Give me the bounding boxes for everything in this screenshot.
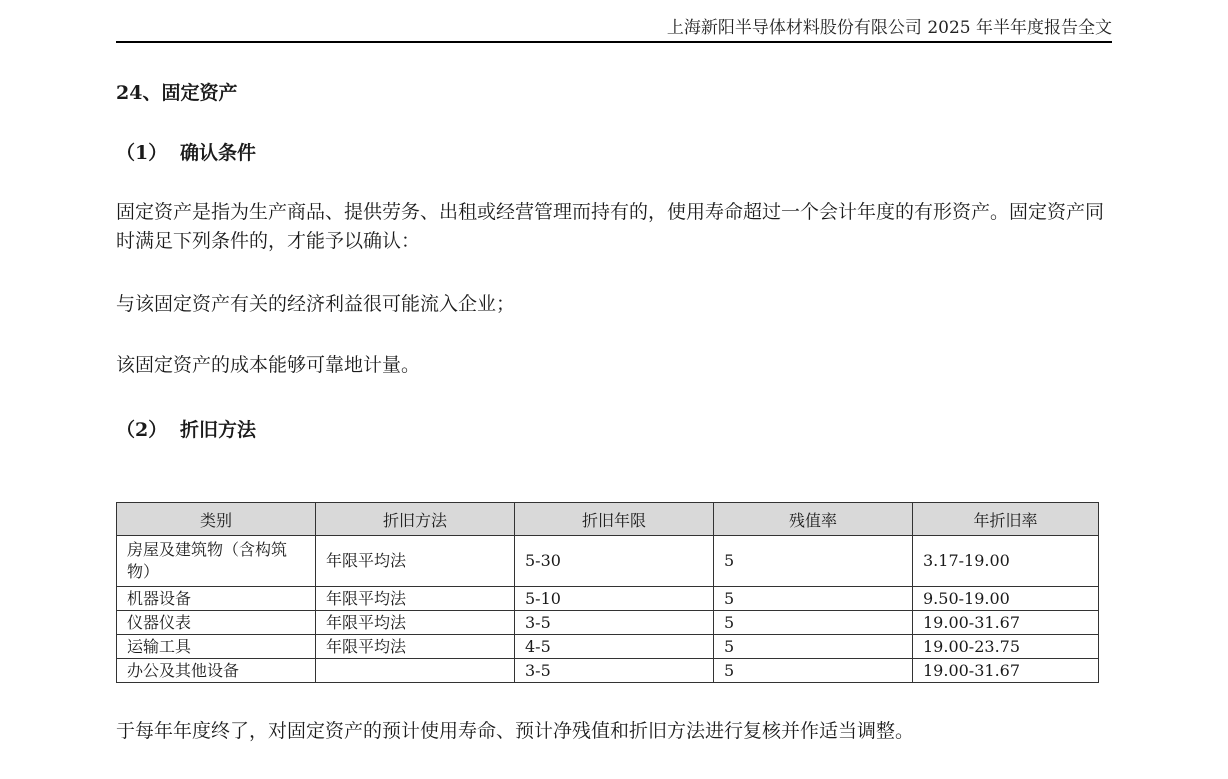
table-header-row <box>117 503 1099 536</box>
depreciation-heading <box>116 417 256 443</box>
method-cell: 年限平均法 <box>316 587 515 611</box>
page-header: 上海新阳半导体材料股份有限公司 2025 年半年度报告全文 <box>666 18 1112 38</box>
column-header: 折旧年限 <box>515 503 714 536</box>
annual-rate-cell: 3.17-19.00 <box>913 536 1099 587</box>
residual-rate-cell: 5 <box>714 536 913 587</box>
years-cell: 5-10 <box>515 587 714 611</box>
table-row <box>117 536 1099 587</box>
annual-rate-cell: 19.00-23.75 <box>913 635 1099 659</box>
table-row <box>117 611 1099 635</box>
recognition-paragraph-1: 固定资产是指为生产商品、提供劳务、出租或经营管理而持有的，使用寿命超过一个会计年度的有形资产。固定资产同时满足下列条件的，才能予以确认： <box>116 201 1105 252</box>
method-cell <box>316 659 515 683</box>
residual-rate-cell: 5 <box>714 587 913 611</box>
years-cell: 3-5 <box>515 611 714 635</box>
recognition-heading-text: 确认条件 <box>180 142 257 164</box>
column-header: 折旧方法 <box>316 503 515 536</box>
years-cell: 5-30 <box>515 536 714 587</box>
table-row <box>117 587 1099 611</box>
method-cell: 年限平均法 <box>316 635 515 659</box>
method-cell: 年限平均法 <box>316 536 515 587</box>
header-divider <box>116 41 1112 43</box>
annual-rate-cell: 19.00-31.67 <box>913 659 1099 683</box>
column-header: 年折旧率 <box>913 503 1099 536</box>
recognition-heading <box>116 140 256 166</box>
method-cell: 年限平均法 <box>316 611 515 635</box>
depreciation-number: （2） <box>116 419 168 441</box>
review-paragraph: 于每年年度终了，对固定资产的预计使用寿命、预计净残值和折旧方法进行复核并作适当调整。 <box>116 720 915 742</box>
category-cell: 运输工具 <box>117 635 316 659</box>
depreciation-table <box>116 502 1099 683</box>
table-row <box>117 635 1099 659</box>
years-cell: 4-5 <box>515 635 714 659</box>
column-header: 类别 <box>117 503 316 536</box>
annual-rate-cell: 9.50-19.00 <box>913 587 1099 611</box>
residual-rate-cell: 5 <box>714 611 913 635</box>
recognition-paragraph-2: 与该固定资产有关的经济利益很可能流入企业； <box>116 293 516 315</box>
recognition-paragraph-3: 该固定资产的成本能够可靠地计量。 <box>116 354 421 376</box>
column-header: 残值率 <box>714 503 913 536</box>
residual-rate-cell: 5 <box>714 635 913 659</box>
years-cell: 3-5 <box>515 659 714 683</box>
annual-rate-cell: 19.00-31.67 <box>913 611 1099 635</box>
category-cell: 房屋及建筑物（含构筑物） <box>117 536 316 587</box>
table-row <box>117 659 1099 683</box>
recognition-number: （1） <box>116 142 168 164</box>
depreciation-heading-text: 折旧方法 <box>180 419 257 441</box>
residual-rate-cell: 5 <box>714 659 913 683</box>
section-title: 24、固定资产 <box>116 82 238 104</box>
category-cell: 仪器仪表 <box>117 611 316 635</box>
category-cell: 机器设备 <box>117 587 316 611</box>
category-cell: 办公及其他设备 <box>117 659 316 683</box>
